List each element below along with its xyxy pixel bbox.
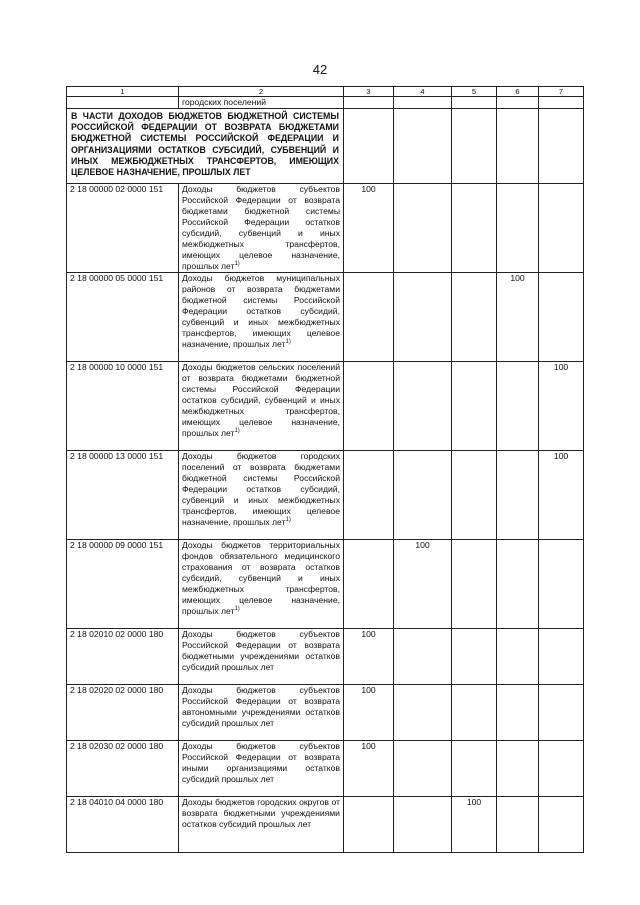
table-header-row: [67, 87, 584, 97]
percent-value: 100: [539, 362, 584, 451]
percent-value: [344, 451, 394, 540]
footnote-marker: 1): [285, 339, 291, 346]
percent-value: [497, 685, 539, 741]
revenue-code: 2 18 00000 10 0000 151: [67, 362, 179, 451]
value-cell: [452, 109, 497, 184]
revenue-name-text: Доходы бюджетов городских поселений от возврата бюджетами бюджетной системы Российской Федерации остатков субсидий, субвенций и иных межбюджетных трансфертов, имеющих целевое назначение, прошлых лет: [182, 451, 340, 527]
percent-value: [497, 362, 539, 451]
column-header: 2: [179, 87, 344, 97]
percent-value: 100: [394, 540, 452, 629]
percent-value: [539, 184, 584, 273]
column-header: 1: [67, 87, 179, 97]
column-header: 7: [539, 87, 584, 97]
revenue-name-text: Доходы бюджетов муниципальных районов от возврата бюджетами бюджетной системы Российской Федерации остатков субсидий, субвенций и иных межбюджетных трансфертов, имеющих целевое назначение, прошлых лет: [182, 273, 340, 349]
percent-value: [344, 797, 394, 853]
percent-value: 100: [344, 184, 394, 273]
percent-value: [539, 797, 584, 853]
percent-value: [539, 685, 584, 741]
percent-value: [497, 797, 539, 853]
revenue-code: 2 18 00000 02 0000 151: [67, 184, 179, 273]
value-cell: [497, 97, 539, 109]
revenue-code: 2 18 02020 02 0000 180: [67, 685, 179, 741]
percent-value: [497, 451, 539, 540]
revenue-name-text: Доходы бюджетов субъектов Российской Федерации от возврата бюджетами бюджетной системы Российской Федерации остатков субсидий, субвенций и иных межбюджетных трансфертов, имеющих целевое назначение, прошлых лет: [182, 184, 340, 271]
revenue-code: 2 18 00000 09 0000 151: [67, 540, 179, 629]
revenue-name-text: Доходы бюджетов субъектов Российской Федерации от возврата бюджетными учреждениями остатков субсидий прошлых лет: [182, 629, 340, 672]
revenue-code: 2 18 00000 05 0000 151: [67, 273, 179, 362]
percent-value: [497, 629, 539, 685]
percent-value: 100: [539, 451, 584, 540]
section-title-row: [67, 109, 584, 184]
column-header: 3: [344, 87, 394, 97]
page-number: 42: [312, 62, 328, 77]
code-cell: [67, 97, 179, 109]
table-row: [67, 685, 584, 741]
revenue-name: [179, 184, 344, 273]
percent-value: 100: [344, 685, 394, 741]
table-row: [67, 184, 584, 273]
section-title: В ЧАСТИ ДОХОДОВ БЮДЖЕТОВ БЮДЖЕТНОЙ СИСТЕМЫ РОССИЙСКОЙ ФЕДЕРАЦИИ ОТ ВОЗВРАТА БЮДЖЕТАМИ БЮДЖЕТНОЙ СИСТЕМЫ РОССИЙСКОЙ ФЕДЕРАЦИИ И ОРГАНИЗАЦИЯМИ ОСТАТКОВ СУБСИДИЙ, СУБВЕНЦИЙ И ИНЫХ МЕЖБЮДЖЕТНЫХ ТРАНСФЕРТОВ, ИМЕЮЩИХ ЦЕЛЕВОЕ НАЗНАЧЕНИЕ, ПРОШЛЫХ ЛЕТ: [67, 109, 344, 184]
percent-value: [394, 685, 452, 741]
percent-value: [344, 273, 394, 362]
continuation-row: [67, 97, 584, 109]
percent-value: [452, 184, 497, 273]
percent-value: [539, 629, 584, 685]
table-row: [67, 540, 584, 629]
percent-value: [394, 451, 452, 540]
revenue-name: [179, 540, 344, 629]
continuation-text: городских поселений: [179, 97, 344, 109]
percent-value: [452, 362, 497, 451]
table-row: [67, 741, 584, 797]
value-cell: [539, 109, 584, 184]
percent-value: [452, 273, 497, 362]
revenue-classification-table: [66, 86, 584, 853]
column-header: 6: [497, 87, 539, 97]
percent-value: [497, 741, 539, 797]
percent-value: [539, 741, 584, 797]
percent-value: [394, 273, 452, 362]
footnote-marker: 1): [285, 517, 291, 524]
value-cell: [452, 97, 497, 109]
value-cell: [344, 97, 394, 109]
revenue-name: [179, 797, 344, 853]
revenue-name: [179, 741, 344, 797]
revenue-name: [179, 629, 344, 685]
percent-value: [497, 184, 539, 273]
percent-value: [394, 797, 452, 853]
percent-value: 100: [452, 797, 497, 853]
revenue-name: [179, 273, 344, 362]
percent-value: 100: [344, 741, 394, 797]
percent-value: [452, 540, 497, 629]
revenue-name-text: Доходы бюджетов городских округов от возврата бюджетными учреждениями остатков субсидий прошлых лет: [182, 797, 340, 829]
value-cell: [344, 109, 394, 184]
revenue-name-text: Доходы бюджетов субъектов Российской Федерации от возврата иными организациями остатков субсидий прошлых лет: [182, 741, 340, 784]
percent-value: [452, 685, 497, 741]
revenue-name: [179, 362, 344, 451]
revenue-name-text: Доходы бюджетов субъектов Российской Федерации от возврата автономными учреждениями остатков субсидий прошлых лет: [182, 685, 340, 728]
percent-value: [344, 362, 394, 451]
footnote-marker: 1): [234, 606, 240, 613]
percent-value: [452, 451, 497, 540]
table-row: [67, 797, 584, 853]
percent-value: [539, 273, 584, 362]
table-row: [67, 362, 584, 451]
value-cell: [497, 109, 539, 184]
revenue-code: 2 18 02030 02 0000 180: [67, 741, 179, 797]
revenue-code: 2 18 02010 02 0000 180: [67, 629, 179, 685]
percent-value: 100: [497, 273, 539, 362]
percent-value: [497, 540, 539, 629]
percent-value: [394, 362, 452, 451]
value-cell: [394, 97, 452, 109]
percent-value: 100: [344, 629, 394, 685]
footnote-marker: 1): [234, 428, 240, 435]
percent-value: [452, 741, 497, 797]
table-row: [67, 273, 584, 362]
percent-value: [394, 629, 452, 685]
revenue-name: [179, 685, 344, 741]
value-cell: [539, 97, 584, 109]
column-header: 5: [452, 87, 497, 97]
percent-value: [344, 540, 394, 629]
footnote-marker: 1): [234, 261, 240, 268]
revenue-name: [179, 451, 344, 540]
revenue-code: 2 18 00000 13 0000 151: [67, 451, 179, 540]
percent-value: [394, 741, 452, 797]
table-row: [67, 629, 584, 685]
revenue-name-text: Доходы бюджетов сельских поселений от возврата бюджетами бюджетной системы Российской Федерации остатков субсидий, субвенций и иных межбюджетных трансфертов, имеющих целевое назначение, прошлых лет: [182, 362, 340, 438]
revenue-code: 2 18 04010 04 0000 180: [67, 797, 179, 853]
table-row: [67, 451, 584, 540]
revenue-name-text: Доходы бюджетов территориальных фондов обязательного медицинского страхования от возврата остатков субсидий, субвенций и иных межбюджетных трансфертов, имеющих целевое назначение, прошлых лет: [182, 540, 340, 616]
value-cell: [394, 109, 452, 184]
percent-value: [452, 629, 497, 685]
column-header: 4: [394, 87, 452, 97]
percent-value: [539, 540, 584, 629]
percent-value: [394, 184, 452, 273]
